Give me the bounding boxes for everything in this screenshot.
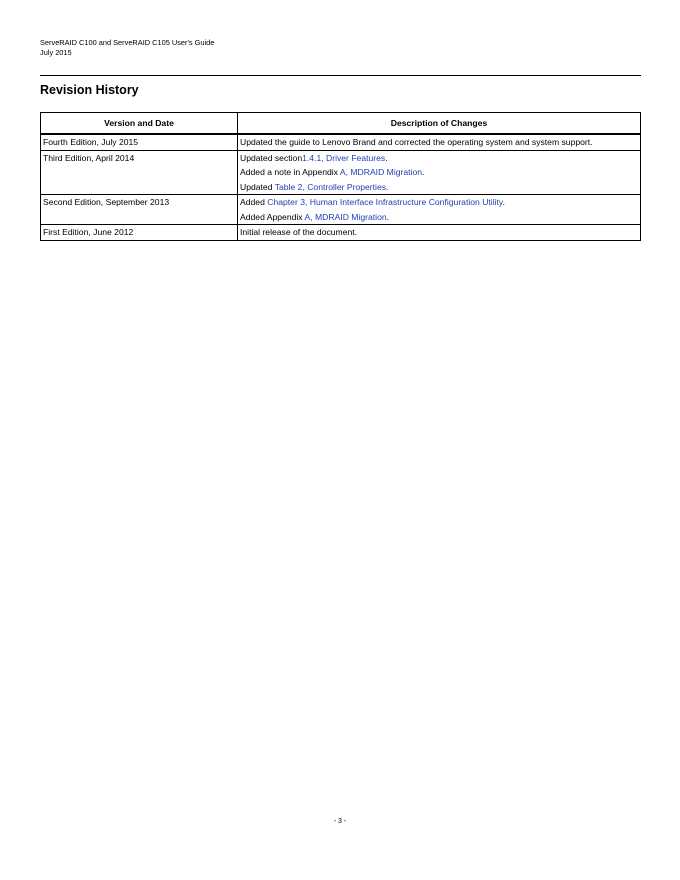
description-text: Updated (240, 181, 275, 192)
table-header-row (41, 113, 641, 135)
table-row (41, 150, 641, 195)
column-header-description: Description of Changes (238, 113, 641, 135)
description-cell (238, 134, 641, 150)
description-text: . (422, 167, 425, 177)
header-date: July 2015 (40, 47, 72, 57)
description-line (240, 151, 638, 166)
description-text: . (386, 211, 390, 222)
version-cell: Fourth Edition, July 2015 (41, 134, 238, 150)
description-line (240, 210, 638, 225)
description-line (240, 195, 638, 210)
revision-history-table (40, 112, 641, 241)
description-text: . (386, 181, 389, 192)
description-text: Added Appendix (240, 211, 305, 222)
table-row (41, 225, 641, 241)
version-cell: First Edition, June 2012 (41, 225, 238, 241)
version-cell: Second Edition, September 2013 (41, 195, 238, 225)
header-doc-title: ServeRAID C100 and ServeRAID C105 User's Guide (40, 38, 215, 47)
cross-reference-link[interactable]: Chapter 3, Human Interface Infrastructure Configuration Utility (267, 197, 503, 207)
cross-reference-link[interactable]: 1.4.1, Driver Features (302, 152, 386, 163)
description-text: Initial release of the document. (240, 227, 358, 237)
description-text: . (502, 197, 505, 207)
header-divider (40, 75, 641, 76)
cross-reference-link[interactable]: Table 2, Controller Properties (274, 181, 387, 192)
page-title: Revision History (40, 83, 139, 97)
description-cell (238, 195, 641, 225)
description-cell (238, 225, 641, 241)
running-header (40, 38, 214, 57)
description-text: Updated the guide to Lenovo Brand and corrected the operating system and system support. (240, 137, 593, 147)
table-row (41, 134, 641, 150)
description-text: Updated section (240, 152, 303, 163)
page-number: - 3 - (333, 818, 347, 825)
cross-reference-link[interactable]: A, MDRAID Migration (339, 167, 423, 177)
cross-reference-link[interactable]: A, MDRAID Migration (304, 211, 387, 222)
column-header-version: Version and Date (41, 113, 238, 135)
description-line (240, 180, 638, 195)
description-line (240, 165, 638, 180)
table-body (41, 134, 641, 240)
description-text: . (385, 152, 388, 163)
description-text: Added (240, 197, 268, 207)
description-line (240, 135, 638, 150)
version-cell: Third Edition, April 2014 (41, 150, 238, 195)
table-row (41, 195, 641, 225)
description-text: Added a note in Appendix (240, 167, 340, 177)
description-cell (238, 150, 641, 195)
description-line (240, 225, 638, 240)
